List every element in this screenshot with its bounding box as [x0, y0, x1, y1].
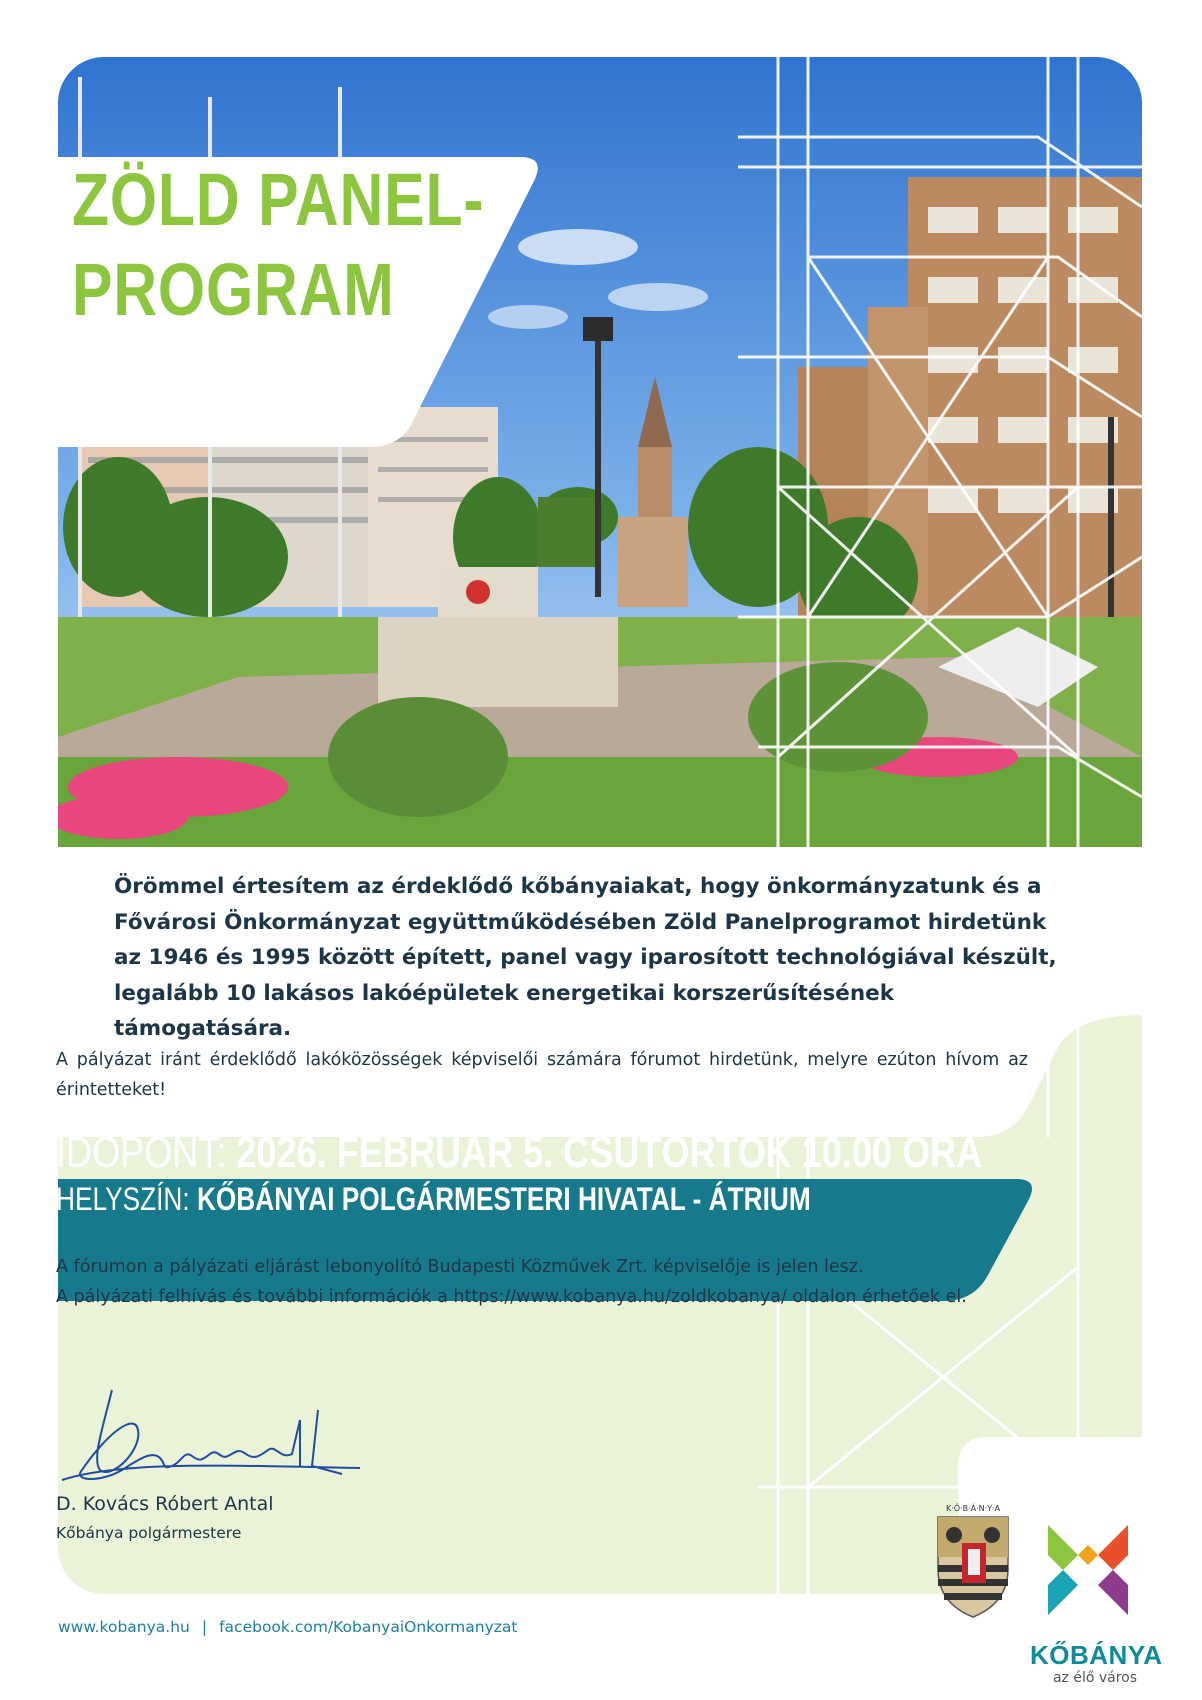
signer-name: D. Kovács Róbert Antal — [56, 1493, 274, 1515]
coat-of-arms — [930, 1499, 1016, 1623]
event-place-label: HELYSZÍN: — [56, 1181, 190, 1217]
crest-text: K·Ő·B·Á·N·Y·A — [945, 1504, 1001, 1513]
event-place-value: KŐBÁNYAI POLGÁRMESTERI HIVATAL - ÁTRIUM — [196, 1181, 811, 1217]
info-line-1: A fórumon a pályázati eljárást lebonyolító Budapesti Közművek Zrt. képviselője is jelen lesz. — [56, 1257, 864, 1277]
intro-paragraph: Örömmel értesítem az érdeklődő kőbányaiakat, hogy önkormányzatunk és a Fővárosi Önkormányzat együttműködésében Zöld Panelprogramot hirdetünk az 1946 és 1995 között épített, panel vagy iparosított technológiával készült, legalább 10 lakásos lakóépületek energetikai korszerűsítésének támogatására. — [114, 874, 1057, 1041]
event-details — [56, 1127, 1016, 1219]
signer-title: Kőbánya polgármestere — [56, 1524, 242, 1542]
logo-tagline: az élő város — [1052, 1670, 1138, 1686]
event-time-value: 2026. FEBRUÁR 5. CSÜTÖRTÖK 10.00 ÓRA — [236, 1128, 983, 1177]
kobanya-logo-mark — [1043, 1510, 1133, 1634]
forum-paragraph: A pályázat iránt érdeklődő lakóközösségek képviselői számára fórumot hirdetünk, melyre ezúton hívom az érintetteket! — [56, 1050, 1028, 1100]
event-place-row — [56, 1179, 843, 1219]
footer-facebook-link[interactable]: facebook.com/KobanyaiOnkormanyzat — [219, 1618, 518, 1636]
signature-image — [42, 1370, 372, 1494]
event-time-row — [56, 1127, 983, 1179]
info-line-2: A pályázati felhívás és további információk a https://www.kobanya.hu/zoldkobanya/ oldalon érhetőek el. — [56, 1287, 967, 1307]
poster-card — [58, 57, 1142, 1594]
event-time-label: IDŐPONT: — [56, 1128, 227, 1177]
logo-name: KŐBÁNYA — [1030, 1640, 1163, 1670]
title-line-2: PROGRAM — [72, 248, 395, 331]
footer — [58, 1618, 518, 1636]
info-paragraph — [56, 1252, 1056, 1312]
title-line-1: ZÖLD PANEL- — [72, 158, 485, 241]
footer-website-link[interactable]: www.kobanya.hu — [58, 1618, 190, 1636]
footer-separator: | — [201, 1618, 208, 1636]
